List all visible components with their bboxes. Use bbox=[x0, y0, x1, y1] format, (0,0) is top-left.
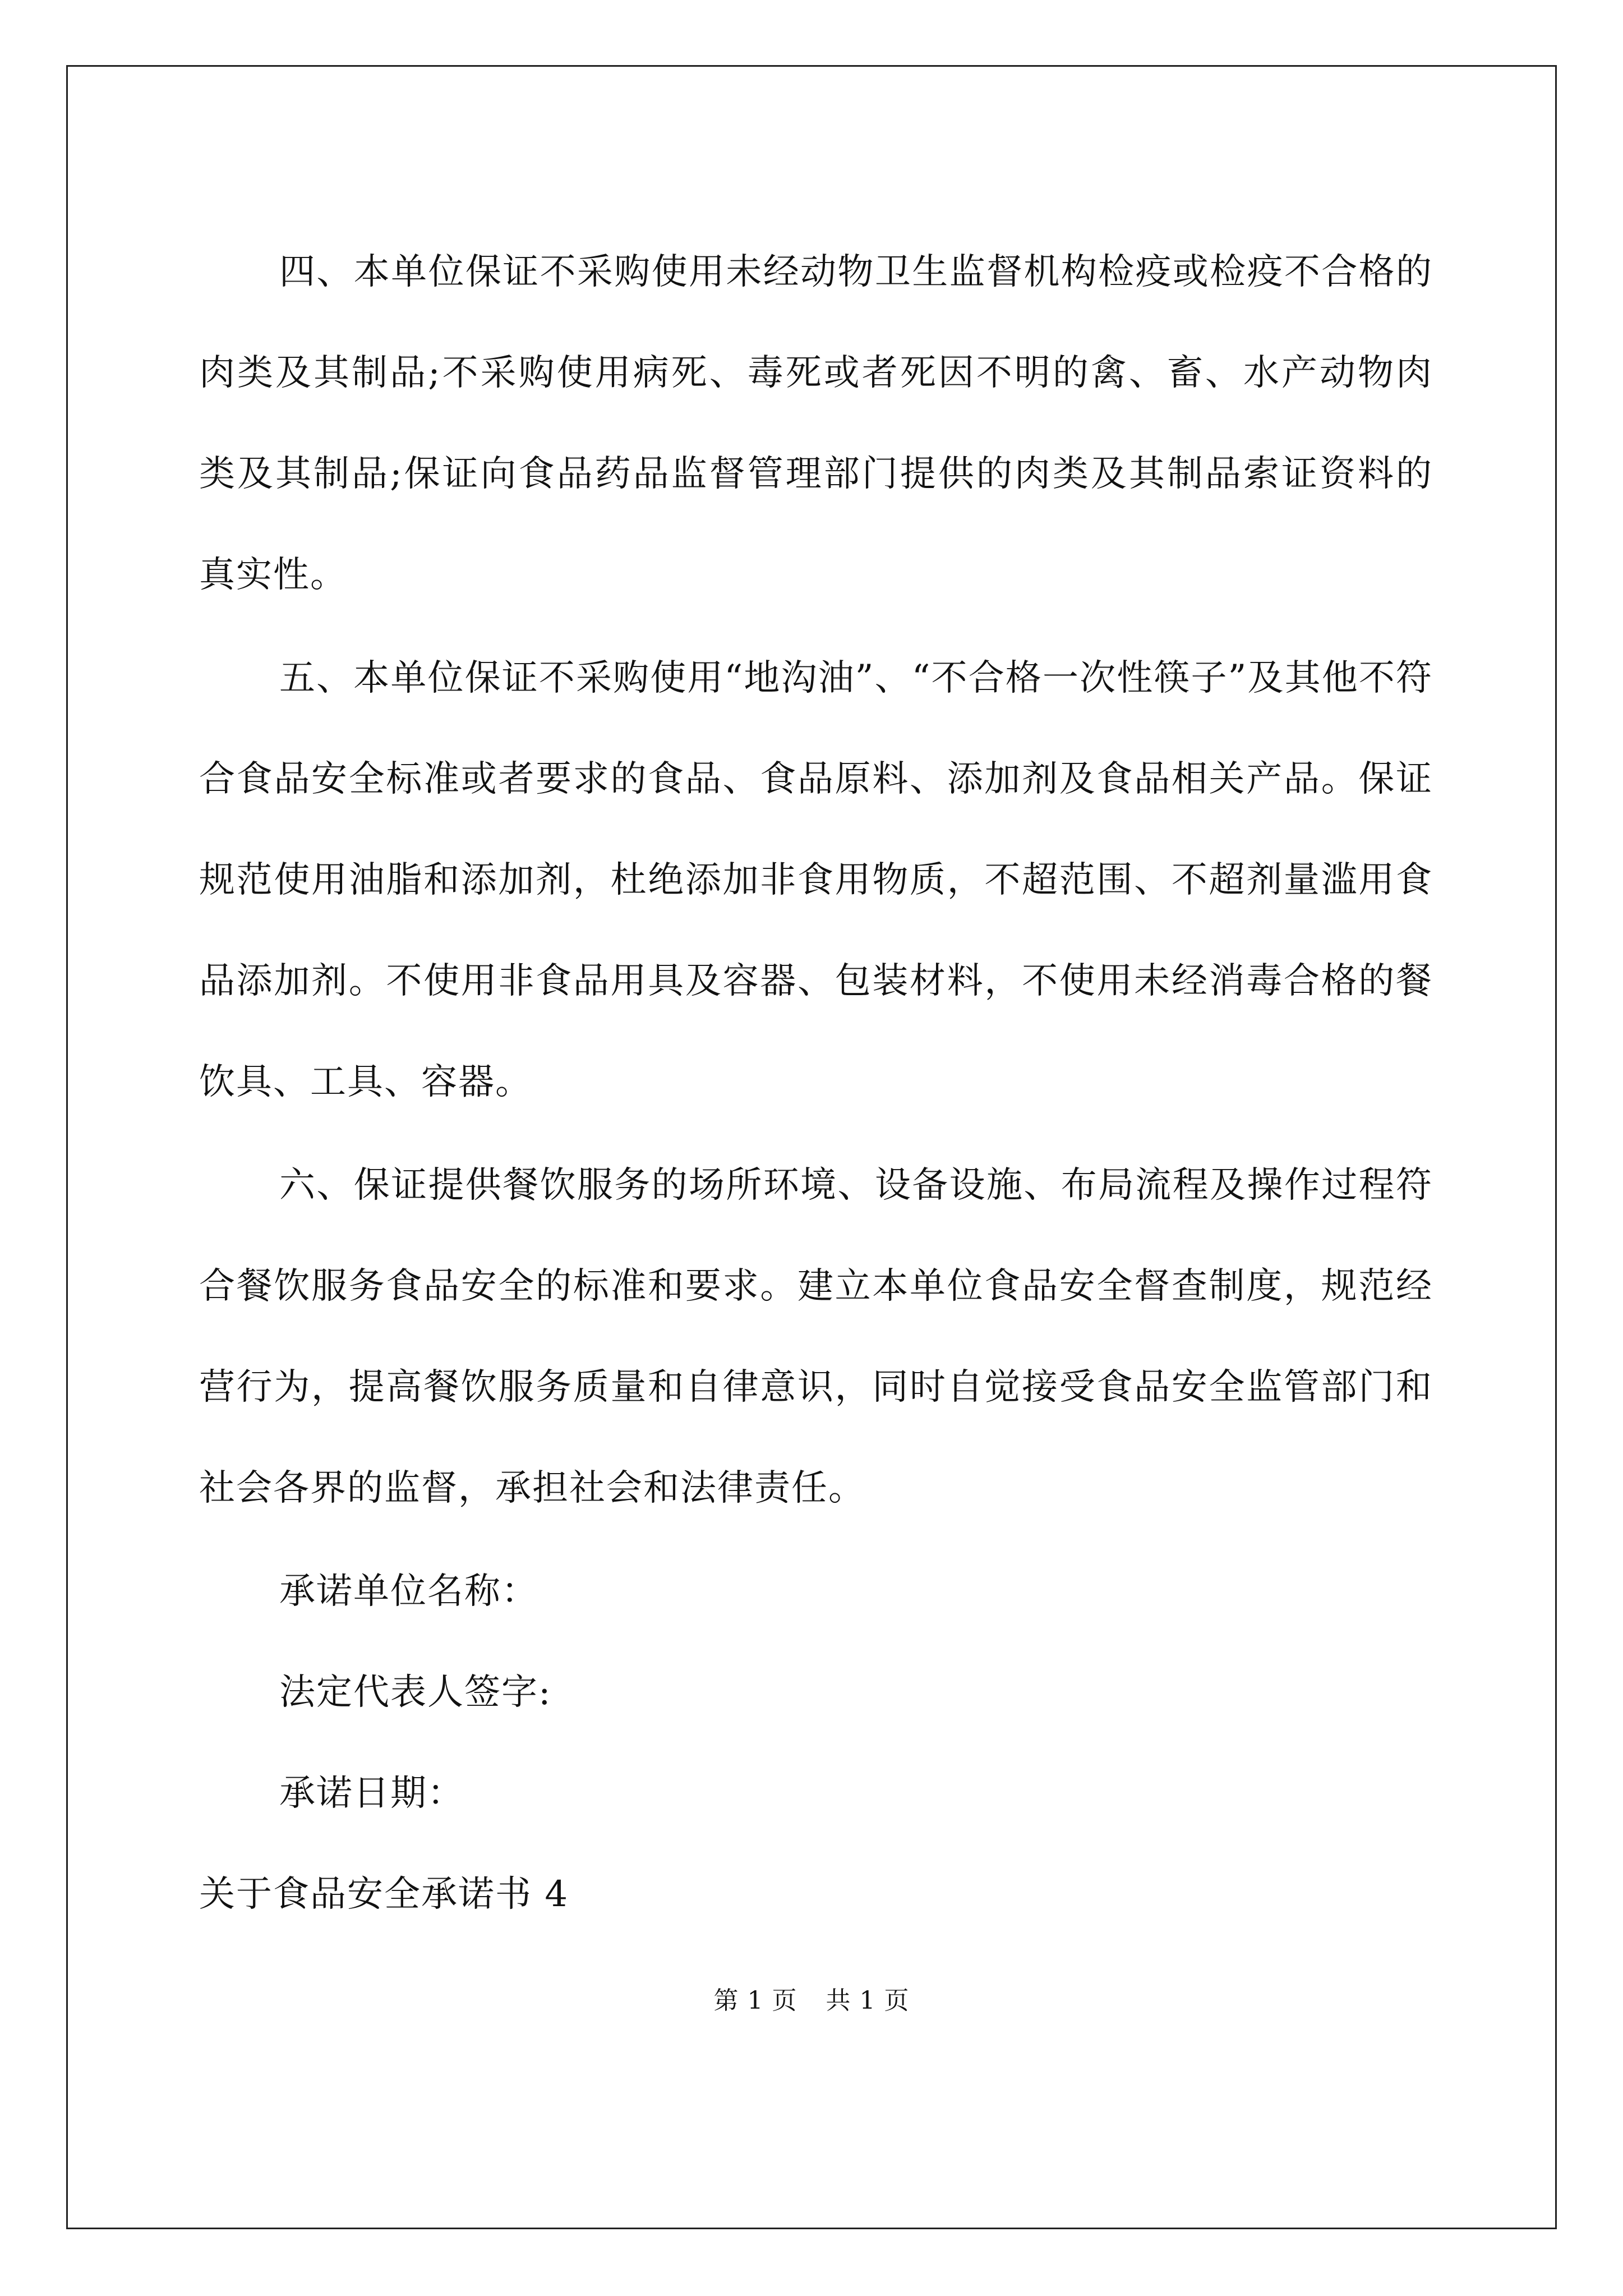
document-body bbox=[199, 222, 1433, 1945]
unit-name-label: 承诺单位名称： bbox=[279, 1571, 538, 1612]
next-section-title: 关于食品安全承诺书 4 bbox=[199, 1874, 569, 1915]
page-number: 第 1 页 bbox=[713, 1986, 797, 2015]
paragraph-6: 六、保证提供餐饮服务的场所环境、设备设施、布局流程及操作过程符合餐饮服务食品安全的标准和要求。建立本单位食品安全督查制度，规范经营行为，提高餐饮服务质量和自律意识，同时自觉接受食品安全监管部门和社会各界的监督，承担社会和法律责任。 bbox=[199, 1165, 1433, 1509]
legal-rep-label: 法定代表人签字: bbox=[279, 1672, 552, 1713]
date-label: 承诺日期： bbox=[279, 1773, 464, 1814]
page-total: 共 1 页 bbox=[826, 1986, 910, 2015]
paragraph-5: 五、本单位保证不采购使用“地沟油”、“不合格一次性筷子”及其他不符合食品安全标准或者要求的食品、食品原料、添加剂及食品相关产品。保证规范使用油脂和添加剂，杜绝添加非食用物质，不超范围、不超剂量滥用食品添加剂。不使用非食品用具及容器、包装材料，不使用未经消毒合格的餐饮具、工具、容器。 bbox=[199, 657, 1433, 1103]
paragraph-4: 四、本单位保证不采购使用未经动物卫生监督机构检疫或检疫不合格的肉类及其制品;不采购使用病死、毒死或者死因不明的禽、畜、水产动物肉类及其制品;保证向食品药品监督管理部门提供的肉类及其制品索证资料的真实性。 bbox=[199, 251, 1433, 596]
page-footer bbox=[0, 1980, 1623, 2016]
